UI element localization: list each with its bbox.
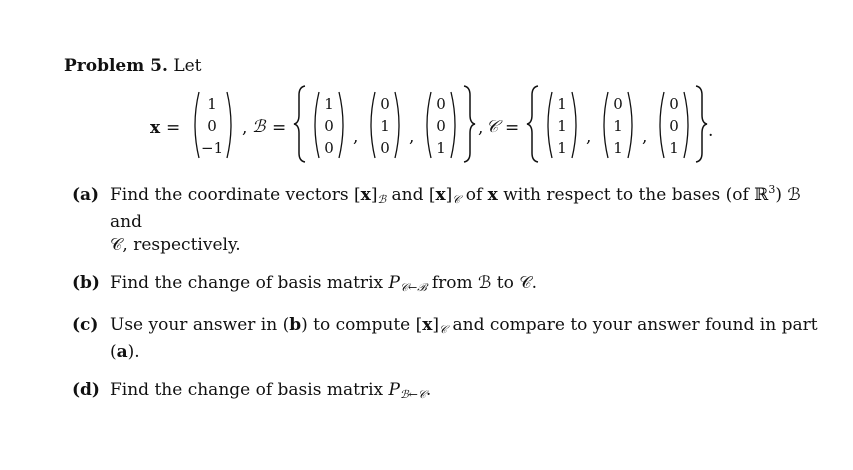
matrix-symbol: P <box>388 273 400 293</box>
part-text <box>110 379 832 406</box>
vector-entry: 0 <box>669 117 679 135</box>
x-vector <box>201 93 223 159</box>
basis-C-symbol: 𝒞 <box>486 117 499 137</box>
text-segment: from ℬ to 𝒞. <box>426 273 538 293</box>
vector-entry: 0 <box>324 139 334 157</box>
math-display <box>0 87 853 167</box>
vector-entry: 0 <box>669 95 679 113</box>
part-label: (d) <box>72 380 100 400</box>
text-segment: of <box>460 185 488 205</box>
part-reference: a <box>116 342 128 362</box>
B-vector-1 <box>318 93 340 159</box>
problem-intro: Let <box>173 56 202 76</box>
right-paren <box>226 91 236 159</box>
C-vector-2 <box>607 93 629 159</box>
equals-sign: = <box>166 118 181 138</box>
C-vector-1 <box>551 93 573 159</box>
x-symbol: x <box>150 118 161 138</box>
comma: , <box>242 118 248 138</box>
equals-sign: = <box>505 118 520 138</box>
problem-parts <box>72 178 832 421</box>
part-label: (c) <box>72 315 99 335</box>
comma: , <box>586 127 592 147</box>
part-reference: b <box>289 315 302 335</box>
basis-B-symbol: ℬ <box>252 117 266 137</box>
vector-entry: 0 <box>613 95 623 113</box>
text-segment: ] <box>445 185 453 205</box>
left-brace <box>526 85 540 163</box>
vector-entry: 1 <box>380 117 390 135</box>
vector-entry: 0 <box>380 95 390 113</box>
comma: , <box>642 127 648 147</box>
vector-entry: 0 <box>324 117 334 135</box>
text-segment: with respect to the bases (of ℝ <box>497 185 769 205</box>
part-a <box>72 178 832 257</box>
subscript: 𝒞 <box>439 323 448 336</box>
vector-entry: 0 <box>436 95 446 113</box>
vector-entry: 1 <box>669 139 679 157</box>
problem-heading <box>64 56 202 76</box>
text-segment: ) to compute [ <box>301 315 423 335</box>
part-text <box>110 178 832 257</box>
period: . <box>708 121 714 141</box>
x-vector-entry: 0 <box>207 117 217 135</box>
part-text <box>110 314 832 364</box>
right-paren <box>450 91 460 159</box>
B-vector-3 <box>430 93 452 159</box>
part-c <box>72 314 832 364</box>
text-segment: and compare to your answer found in part ( <box>110 315 818 362</box>
text-segment: ] <box>370 185 378 205</box>
right-brace <box>694 85 708 163</box>
text-segment: 𝒞, respectively. <box>110 235 241 255</box>
right-brace <box>462 85 476 163</box>
x-symbol: x <box>435 185 446 205</box>
text-segment: and [ <box>386 185 436 205</box>
text-segment: ] <box>432 315 440 335</box>
vector-entry: 1 <box>613 117 623 135</box>
equals-sign: = <box>272 118 287 138</box>
left-brace <box>293 85 307 163</box>
right-paren <box>394 91 404 159</box>
right-paren <box>338 91 348 159</box>
vector-entry: 1 <box>436 139 446 157</box>
text-segment: ) ℬ and <box>110 185 801 232</box>
C-vector-3 <box>663 93 685 159</box>
part-label: (b) <box>72 273 100 293</box>
vector-entry: 1 <box>557 117 567 135</box>
subscript: 𝒞 <box>452 193 461 206</box>
text-segment: ). <box>127 342 140 362</box>
left-paren <box>190 91 200 159</box>
text-segment: Find the coordinate vectors [ <box>110 185 361 205</box>
comma: , <box>353 127 359 147</box>
part-b <box>72 272 832 299</box>
x-symbol: x <box>422 315 433 335</box>
comma: , <box>478 118 484 138</box>
x-vector-entry: −1 <box>201 139 224 157</box>
problem-title: Problem 5. <box>64 56 168 76</box>
subscript: ℬ <box>377 193 387 206</box>
x-symbol: x <box>360 185 371 205</box>
right-paren <box>683 91 693 159</box>
part-d <box>72 379 832 406</box>
x-vector-entry: 1 <box>207 95 217 113</box>
vector-entry: 1 <box>613 139 623 157</box>
subscript: 𝒞←ℬ <box>399 281 427 294</box>
superscript: 3 <box>768 183 776 196</box>
text-segment: Find the change of basis matrix <box>110 273 389 293</box>
text-segment: Find the change of basis matrix <box>110 380 389 400</box>
subscript: ℬ←𝒞 <box>399 388 426 401</box>
text-segment: Use your answer in ( <box>110 315 290 335</box>
vector-entry: 1 <box>557 139 567 157</box>
comma: , <box>409 127 415 147</box>
B-vector-2 <box>374 93 396 159</box>
text-segment: . <box>425 380 432 400</box>
vector-entry: 0 <box>436 117 446 135</box>
right-paren <box>571 91 581 159</box>
vector-entry: 1 <box>557 95 567 113</box>
x-symbol: x <box>487 185 498 205</box>
right-paren <box>627 91 637 159</box>
vector-entry: 1 <box>324 95 334 113</box>
vector-entry: 0 <box>380 139 390 157</box>
matrix-symbol: P <box>388 380 400 400</box>
part-text <box>110 272 832 299</box>
part-label: (a) <box>72 185 100 205</box>
